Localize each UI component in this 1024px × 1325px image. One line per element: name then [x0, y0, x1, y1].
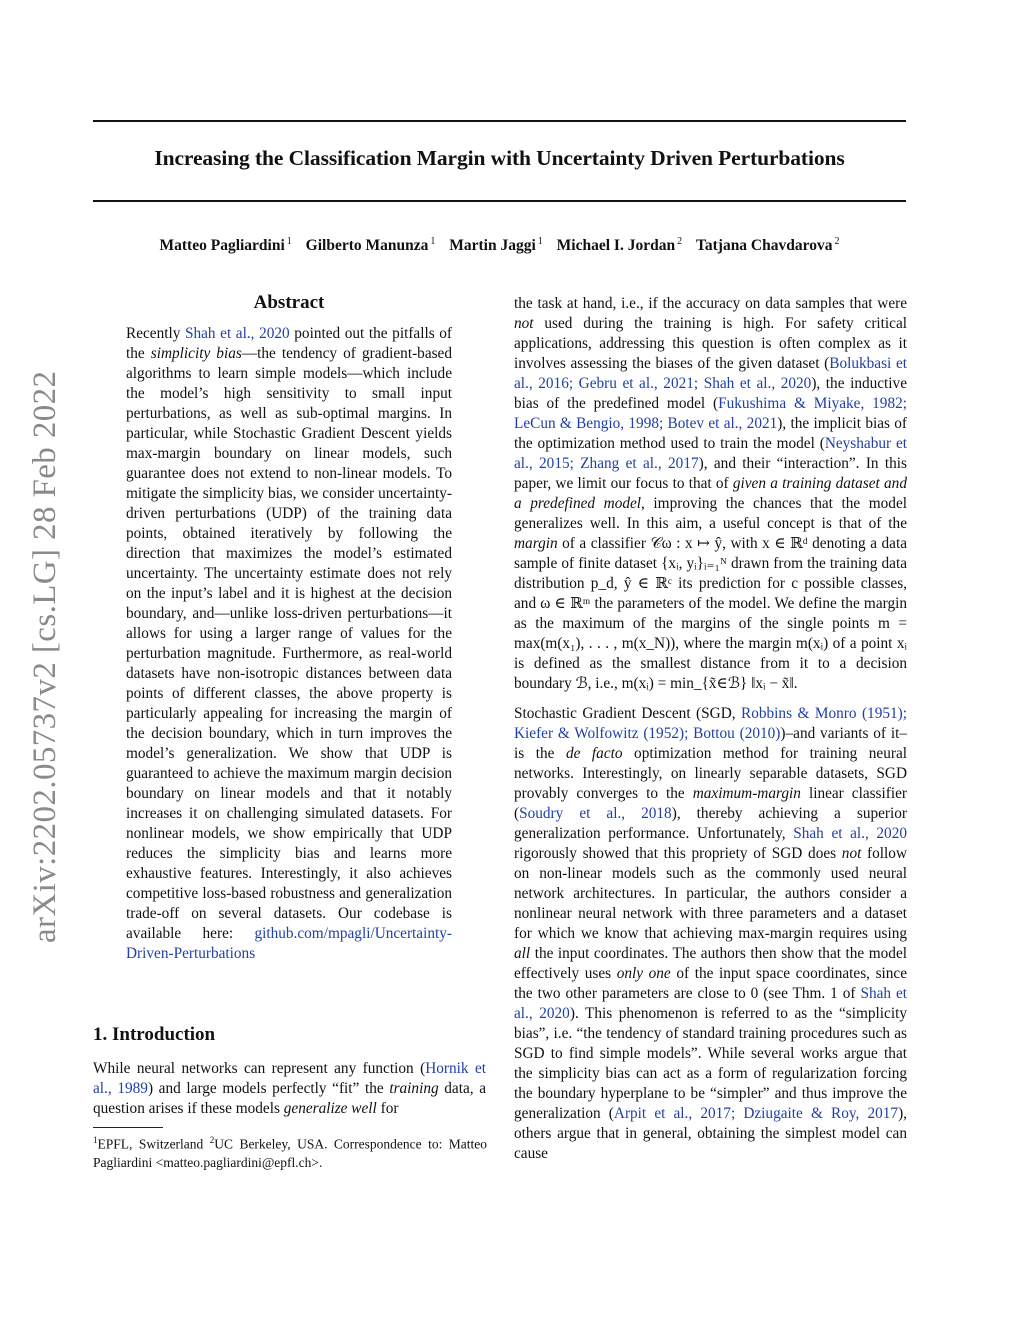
author: Michael I. Jordan $^2$ — [556, 236, 683, 255]
author: Martin Jaggi $^1$ — [449, 236, 543, 255]
right-paragraph-1: the task at hand, i.e., if the accuracy on data samples that were not used during the training is high. For safety critical applications, addressing this question is often complex as it involves assessing the biases of the given dataset (Bolukbasi et al., 2016; Gebru et al., 2021; Shah et al., 2020), the inductive bias of the predefined model (Fukushima & Miyake, 1982; LeCun & Bengio, 1998; Botev et al., 2021), the implicit bias of the optimization method used to train the model (Neyshabur et al., 2015; Zhang et al., 2017), and their “interaction”. In this paper, we limit our focus to that of given a training dataset and a predefined model, improving the chances that the model generalizes well. In this aim, a useful concept is that of the margin of a classifier 𝒞ω : x ↦ ŷ, with x ∈ ℝᵈ denoting a data sample of finite dataset {xᵢ, yᵢ}ᵢ₌₁ᴺ drawn from the training data distribution p_d, ŷ ∈ ℝᶜ its prediction for c possible classes, and ω ∈ ℝᵐ the parameters of the model. We define the margin as the maximum of the margins of the single points m = max(m(x₁), . . . , m(x_N)), where the margin m(xᵢ) of a point xᵢ is defined as the smallest distance from it to a decision boundary ℬ, i.e., m(xᵢ) = min_{x̃∈ℬ} ‖xᵢ − x̃‖. — [514, 295, 908, 692]
citation-link[interactable]: Robbins & Monro (1951); Kiefer & Wolfowitz (1952); Bottou (2010) — [514, 705, 907, 742]
author: Gilberto Manunza $^1$ — [305, 236, 436, 255]
top-rule — [93, 120, 906, 122]
citation-link[interactable]: Neyshabur et al., 2015; Zhang et al., 2017 — [514, 435, 907, 472]
citation-link[interactable]: Bolukbasi et al., 2016; Gebru et al., 2021; Shah et al., 2020 — [514, 355, 908, 392]
paper-title: Increasing the Classification Margin with Uncertainty Driven Perturbations — [154, 146, 845, 170]
footnote-rule — [93, 1127, 163, 1128]
author-list — [93, 236, 906, 255]
footnote: $^1$EPFL, Switzerland $^2$UC Berkeley, USA. Correspondence to: Matteo Pagliardini <matteo.pagliardini@epfl.ch>. — [93, 1135, 487, 1170]
citation-link[interactable]: Shah et al., 2020 — [184, 325, 290, 342]
abstract-body — [126, 324, 452, 964]
author: Matteo Pagliardini $^1$ — [159, 236, 292, 255]
abstract-heading: Abstract — [253, 292, 325, 313]
introduction-paragraph: While neural networks can represent any function (Hornik et al., 1989) and large models perfectly “fit” the training data, a question arises if these models generalize well for — [93, 1060, 487, 1117]
title-bottom-rule — [93, 200, 906, 202]
introduction-body — [93, 1059, 486, 1119]
author: Tatjana Chavdarova $^2$ — [695, 236, 840, 255]
citation-link[interactable]: Arpit et al., 2017; Dziugaite & Roy, 2017 — [613, 1105, 899, 1122]
abstract-paragraph: Recently Shah et al., 2020 pointed out the pitfalls of the simplicity bias—the tendency of gradient-based algorithms to learn simple models—which include the model’s high sensitivity to small input perturbations, as well as sub-optimal margins. In particular, while Stochastic Gradient Descent yields max-margin boundary on linear models, such guarantee does not extend to non-linear models. To mitigate the simplicity bias, we consider uncertainty-driven perturbations (UDP) of the training data points, obtained iteratively by following the direction that maximizes the model’s estimated uncertainty. The uncertainty estimate does not rely on the input’s label and it is highest at the decision boundary, and—unlike loss-driven perturbations—it allows for using a larger range of values for the perturbation magnitude. Furthermore, as real-world datasets have non-isotropic distances between data points of different classes, the above property is particularly appealing for increasing the margin of the decision boundary, which in turn improves the model’s generalization. We show that UDP is guaranteed to achieve the maximum margin decision boundary on linear models and that it notably increases it on challenging simulated datasets. For nonlinear models, we show empirically that UDP reduces the simplicity bias and learns more exhaustive features. Interestingly, it also achieves competitive loss-based robustness and generalization trade-off on several datasets. Our codebase is available here: github.com/mpagli/Uncertainty-Driven-Perturbations — [126, 325, 452, 962]
citation-link[interactable]: Shah et al., 2020 — [514, 985, 908, 1022]
right-column — [514, 294, 907, 1164]
citation-link[interactable]: Shah et al., 2020 — [793, 825, 907, 842]
section-heading-introduction: 1. Introduction — [93, 1024, 216, 1045]
citation-link[interactable]: Soudry et al., 2018 — [519, 805, 672, 822]
citation-link[interactable]: Hornik et al., 1989 — [93, 1060, 487, 1097]
codebase-link[interactable]: github.com/mpagli/Uncertainty-Driven-Perturbations — [126, 925, 452, 962]
right-paragraph-2: Stochastic Gradient Descent (SGD, Robbins & Monro (1951); Kiefer & Wolfowitz (1952); Bottou (2010))–and variants of it–is the de facto optimization method for training neural networks. Interestingly, on linearly separable datasets, SGD provably converges to the maximum-margin linear classifier (Soudry et al., 2018), thereby achieving a superior generalization performance. Unfortunately, Shah et al., 2020 rigorously showed that this propriety of SGD does not follow on non-linear models such as the commonly used neural network architectures. In particular, the authors consider a nonlinear neural network with three parameters and a dataset for which we know that achieving max-margin requires using all the input coordinates. The authors then show that the model effectively uses only one of the input space coordinates, since the two other parameters are close to 0 (see Thm. 1 of Shah et al., 2020). This phenomenon is referred to as the “simplicity bias”, i.e. “the tendency of standard training procedures such as SGD to find simple models”. While several works argue that the simplicity bias can act as a form of regularization forcing the boundary hyperplane to be “simpler” and thus improve the generalization (Arpit et al., 2017; Dziugaite & Roy, 2017), others argue that in general, obtaining the simplest model can cause — [514, 705, 908, 1162]
citation-link[interactable]: Fukushima & Miyake, 1982; LeCun & Bengio, 1998; Botev et al., 2021 — [514, 395, 908, 432]
arxiv-identifier: arXiv:2202.05737v2 [cs.LG] 28 Feb 2022 — [27, 370, 63, 943]
